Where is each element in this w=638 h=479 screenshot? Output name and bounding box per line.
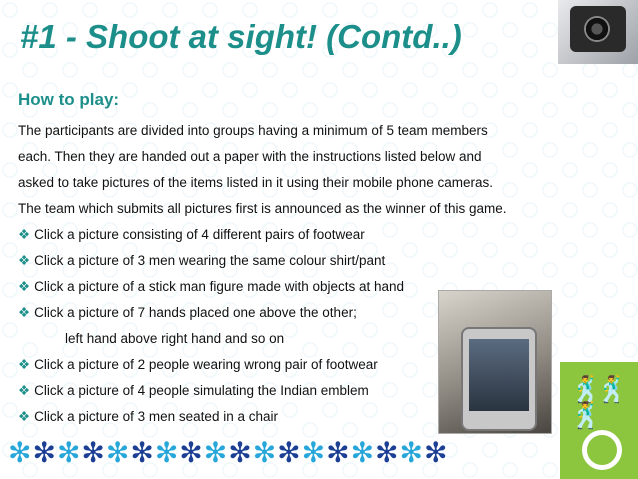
camera-phone-image	[558, 0, 638, 64]
person-icon: ✻	[105, 438, 131, 468]
diamond-bullet-icon: ❖	[18, 253, 31, 268]
diamond-bullet-icon: ❖	[18, 279, 31, 294]
person-icon: ✻	[423, 438, 449, 468]
person-icon: ✻	[179, 438, 204, 468]
diamond-bullet-icon: ❖	[18, 383, 31, 398]
dancers-icon: 🕺🕺🕺	[570, 374, 623, 430]
list-item: ❖ Click a picture of a stick man figure made with objects at hand	[18, 279, 405, 294]
diamond-bullet-icon: ❖	[18, 357, 31, 372]
paragraph-line: The participants are divided into groups having a minimum of 5 team members	[18, 123, 488, 138]
person-icon: ✻	[8, 438, 33, 468]
person-icon: ✻	[154, 438, 180, 468]
person-icon: ✻	[228, 438, 253, 468]
people-figures-row	[8, 438, 556, 468]
list-item: ❖ Click a picture of 3 men wearing the same colour shirt/pant	[18, 253, 386, 268]
diamond-bullet-icon: ❖	[18, 409, 31, 424]
person-icon: ✻	[56, 438, 82, 468]
person-icon: ✻	[252, 438, 278, 468]
dancers-logo	[560, 362, 638, 479]
person-icon: ✻	[203, 438, 229, 468]
paragraph-line: The team which submits all pictures first is announced as the winner of this game.	[18, 201, 507, 216]
person-icon: ✻	[130, 438, 155, 468]
person-icon: ✻	[375, 438, 400, 468]
person-icon: ✻	[301, 438, 327, 468]
phone-screen	[469, 339, 529, 411]
phone-device-icon	[461, 327, 537, 431]
diamond-bullet-icon: ❖	[18, 305, 31, 320]
person-icon: ✻	[32, 438, 57, 468]
phone-body-icon	[570, 6, 626, 52]
person-icon: ✻	[277, 438, 302, 468]
list-item: ❖ Click a picture of 7 hands placed one above the other;	[18, 305, 357, 320]
ring-icon	[582, 430, 622, 470]
paragraph-line: asked to take pictures of the items listed in it using their mobile phone cameras.	[18, 175, 493, 190]
group-photo-image	[438, 290, 552, 434]
intro-paragraph	[18, 118, 558, 222]
person-icon: ✻	[399, 438, 424, 468]
slide-title: #1 - Shoot at sight! (Contd..)	[20, 18, 462, 55]
diamond-bullet-icon: ❖	[18, 227, 31, 242]
list-item-continuation: left hand above right hand and so on	[65, 331, 285, 346]
list-item: ❖ Click a picture of 2 people wearing wrong pair of footwear	[18, 357, 378, 372]
person-icon: ✻	[350, 438, 376, 468]
slide-subtitle: How to play:	[18, 90, 120, 109]
list-item: ❖ Click a picture of 4 people simulating the Indian emblem	[18, 383, 369, 398]
list-item: ❖ Click a picture of 3 men seated in a chair	[18, 409, 278, 424]
list-item: ❖ Click a picture consisting of 4 different pairs of footwear	[18, 227, 365, 242]
paragraph-line: each. Then they are handed out a paper with the instructions listed below and	[18, 149, 482, 164]
person-icon: ✻	[81, 438, 106, 468]
person-icon: ✻	[326, 438, 351, 468]
